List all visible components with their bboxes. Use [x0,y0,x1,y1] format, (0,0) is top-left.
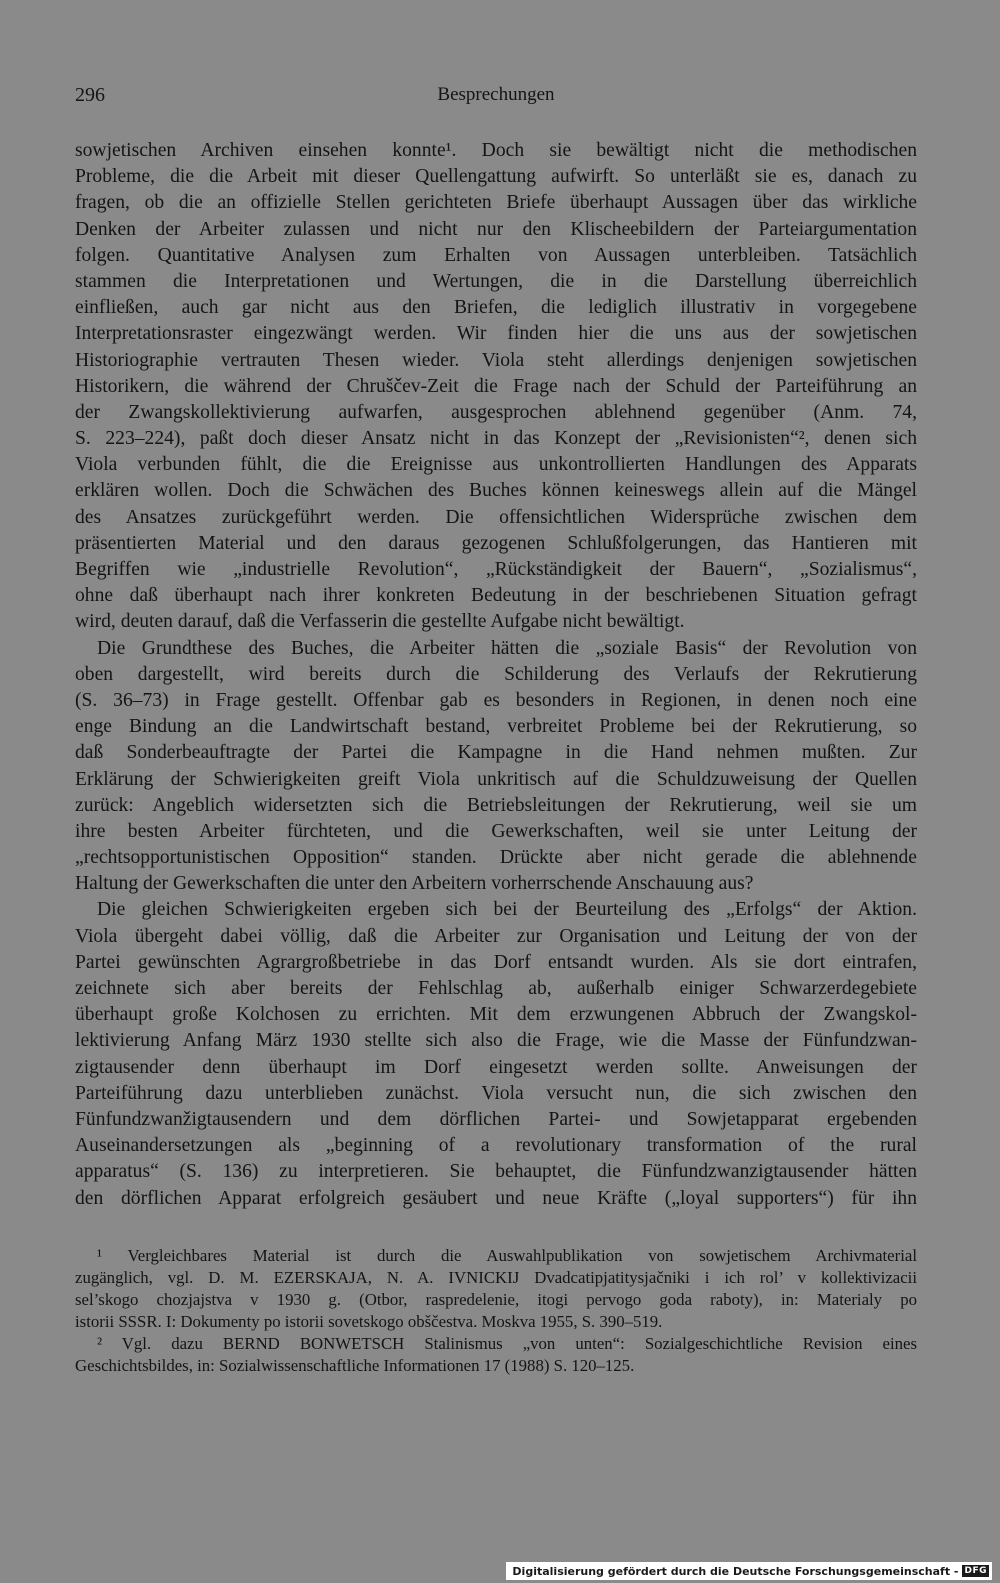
body-line: S. 223–224), paßt doch dieser Ansatz nicht in das Konzept der „Revisionisten“², denen sich [75,428,917,450]
body-line: sowjetischen Archiven einsehen konnte¹. Doch sie bewältigt nicht die methodischen [75,140,917,161]
body-line: Partei gewünschten Agrargroßbetriebe in das Dorf entsandt wurden. Als sie dort eintrafen, [75,951,917,973]
body-line: oben dargestellt, wird bereits durch die Schilderung des Verlaufs der Rekrutierung [75,663,917,685]
body-line: lektivierung Anfang März 1930 stellte sich also die Frage, wie die Masse der Fünfundzwan- [75,1030,917,1052]
footnotes [75,1245,917,1377]
body-line: einfließen, auch gar nicht aus den Briefen, die lediglich illustrativ in vorgegebene [75,297,917,319]
body-line: der Zwangskollektivierung aufwarfen, ausgesprochen ablehnend gegenüber (Anm. 74, [75,401,917,423]
body-line: enge Bindung an die Landwirtschaft bestand, verbreitet Probleme bei der Rekrutierung, so [75,716,917,738]
body-line: Haltung der Gewerkschaften die unter den Arbeitern vorherrschende Anschauung aus? [75,873,754,895]
running-head: Besprechungen [437,84,555,105]
footnote-line: ¹ Vergleichbares Material ist durch die Auswahlpublikation von sowjetischem Archivmaterial [97,1246,917,1265]
body-line: zurück: Angeblich widersetzten sich die Betriebsleitungen der Rekrutierung, weil sie um [75,794,917,816]
footnote-line: zugänglich, vgl. D. M. EZERSKAJA, N. A. IVNICKIJ Dvadcatipjatitysjačniki i ich rol’ v kollektivizacii [75,1268,917,1287]
body-line: Erklärung der Schwierigkeiten greift Viola unkritisch auf die Schuldzuweisung der Quellen [75,768,917,790]
footnote-line: sel’skogo chozjajstva v 1930 g. (Otbor, raspredelenie, itogi pervogo goda raboty), in: Materialy po [75,1290,917,1309]
footnote-line: ² Vgl. dazu BERND BONWETSCH Stalinismus „von unten“: Sozialgeschichtliche Revision eines [97,1334,917,1353]
body-line: „rechtsopportunistischen Opposition“ standen. Drückte aber nicht gerade die ablehnende [75,847,917,869]
body-line: daß Sonderbeauftragte der Partei die Kampagne in die Hand nehmen mußten. Zur [75,742,917,764]
body-line: (S. 36–73) in Frage gestellt. Offenbar gab es besonders in Regionen, in denen noch eine [75,689,917,711]
body-line: des Ansatzes zurückgeführt werden. Die offensichtlichen Widersprüche zwischen dem [75,506,917,528]
body-line: ihre besten Arbeiter fürchteten, und die Gewerkschaften, weil sie unter Leitung der [75,820,917,842]
funding-notice-text: Digitalisierung gefördert durch die Deutsche Forschungsgemeinschaft - [512,1564,959,1578]
body-line: fragen, ob die an offizielle Stellen gerichteten Briefe überhaupt Aussagen über das wirkliche [75,192,917,214]
footnote-line: Geschichtsbildes, in: Sozialwissenschaftliche Informationen 17 (1988) S. 120–125. [75,1356,635,1375]
page-header [75,84,917,114]
body-line: Probleme, die die Arbeit mit dieser Quellengattung aufwirft. So unterläßt sie es, danach zu [75,166,917,188]
footnote-line: istorii SSSR. I: Dokumenty po istorii sovetskogo obščestva. Moskva 1955, S. 390–519. [75,1312,663,1331]
body-line: Begriffen wie „industrielle Revolution“, „Rückständigkeit der Bauern“, „Sozialismus“, [75,559,917,580]
dfg-logo: DFG [964,1566,987,1576]
body-line: zigtausender denn überhaupt im Dorf eingesetzt werden sollte. Anweisungen der [75,1056,917,1078]
body-line: Viola verbunden fühlt, die die Ereignisse aus unkontrollierten Handlungen des Apparats [75,454,917,476]
funding-notice [506,1562,992,1580]
body-line: erklären wollen. Doch die Schwächen des Buches können keineswegs allein auf die Mängel [75,480,917,502]
body-line: wird, deuten darauf, daß die Verfasserin die gestellte Aufgabe nicht bewältigt. [75,611,685,633]
body-line: Auseinandersetzungen als „beginning of a revolutionary transformation of the rural [75,1135,917,1157]
body-line: Historiographie vertrauten Thesen wieder. Viola steht allerdings denjenigen sowjetischen [75,349,917,371]
body-line: Parteiführung dazu unterblieben zunächst. Viola versucht nun, die sich zwischen den [75,1082,917,1104]
body-line: Viola übergeht dabei völlig, daß die Arbeiter zur Organisation und Leitung der von der [75,925,917,947]
body-line: präsentierten Material und den daraus gezogenen Schlußfolgerungen, das Hantieren mit [75,532,917,554]
body-line: zeichnete sich aber bereits der Fehlschlag ab, außerhalb einiger Schwarzerdegebiete [75,978,917,999]
body-line: Denken der Arbeiter zulassen und nicht nur den Klischeebildern der Parteiargumentation [75,218,917,240]
body-line: den dörflichen Apparat erfolgreich gesäubert und neue Kräfte („loyal supporters“) für ihn [75,1187,917,1209]
body-line: Die gleichen Schwierigkeiten ergeben sich bei der Beurteilung des „Erfolgs“ der Aktion. [97,899,917,921]
body-line: Interpretationsraster eingezwängt werden. Wir finden hier die uns aus der sowjetischen [75,323,917,345]
body-line: ohne daß überhaupt nach ihrer konkreten Bedeutung in der beschriebenen Situation gefragt [75,585,917,607]
body-line: Historikern, die während der Chruščev-Zeit die Frage nach der Schuld der Parteiführung an [75,375,917,397]
body-line: stammen die Interpretationen und Wertungen, die in die Darstellung überreichlich [75,270,917,292]
body-line: Fünfundzwanžigtausendern und dem dörflichen Partei- und Sowjetapparat ergebenden [75,1108,917,1130]
body-line: überhaupt große Kolchosen zu errichten. Mit dem erzwungenen Abbruch der Zwangskol- [75,1004,917,1026]
body-line: apparatus“ (S. 136) zu interpretieren. Sie behauptet, die Fünfundzwanzigtausender hätten [75,1161,917,1183]
body-text [75,138,917,1212]
body-line: Die Grundthese des Buches, die Arbeiter hätten die „soziale Basis“ der Revolution von [97,637,917,659]
page-number: 296 [75,84,105,106]
body-line: folgen. Quantitative Analysen zum Erhalten von Aussagen unterbleiben. Tatsächlich [75,244,917,266]
